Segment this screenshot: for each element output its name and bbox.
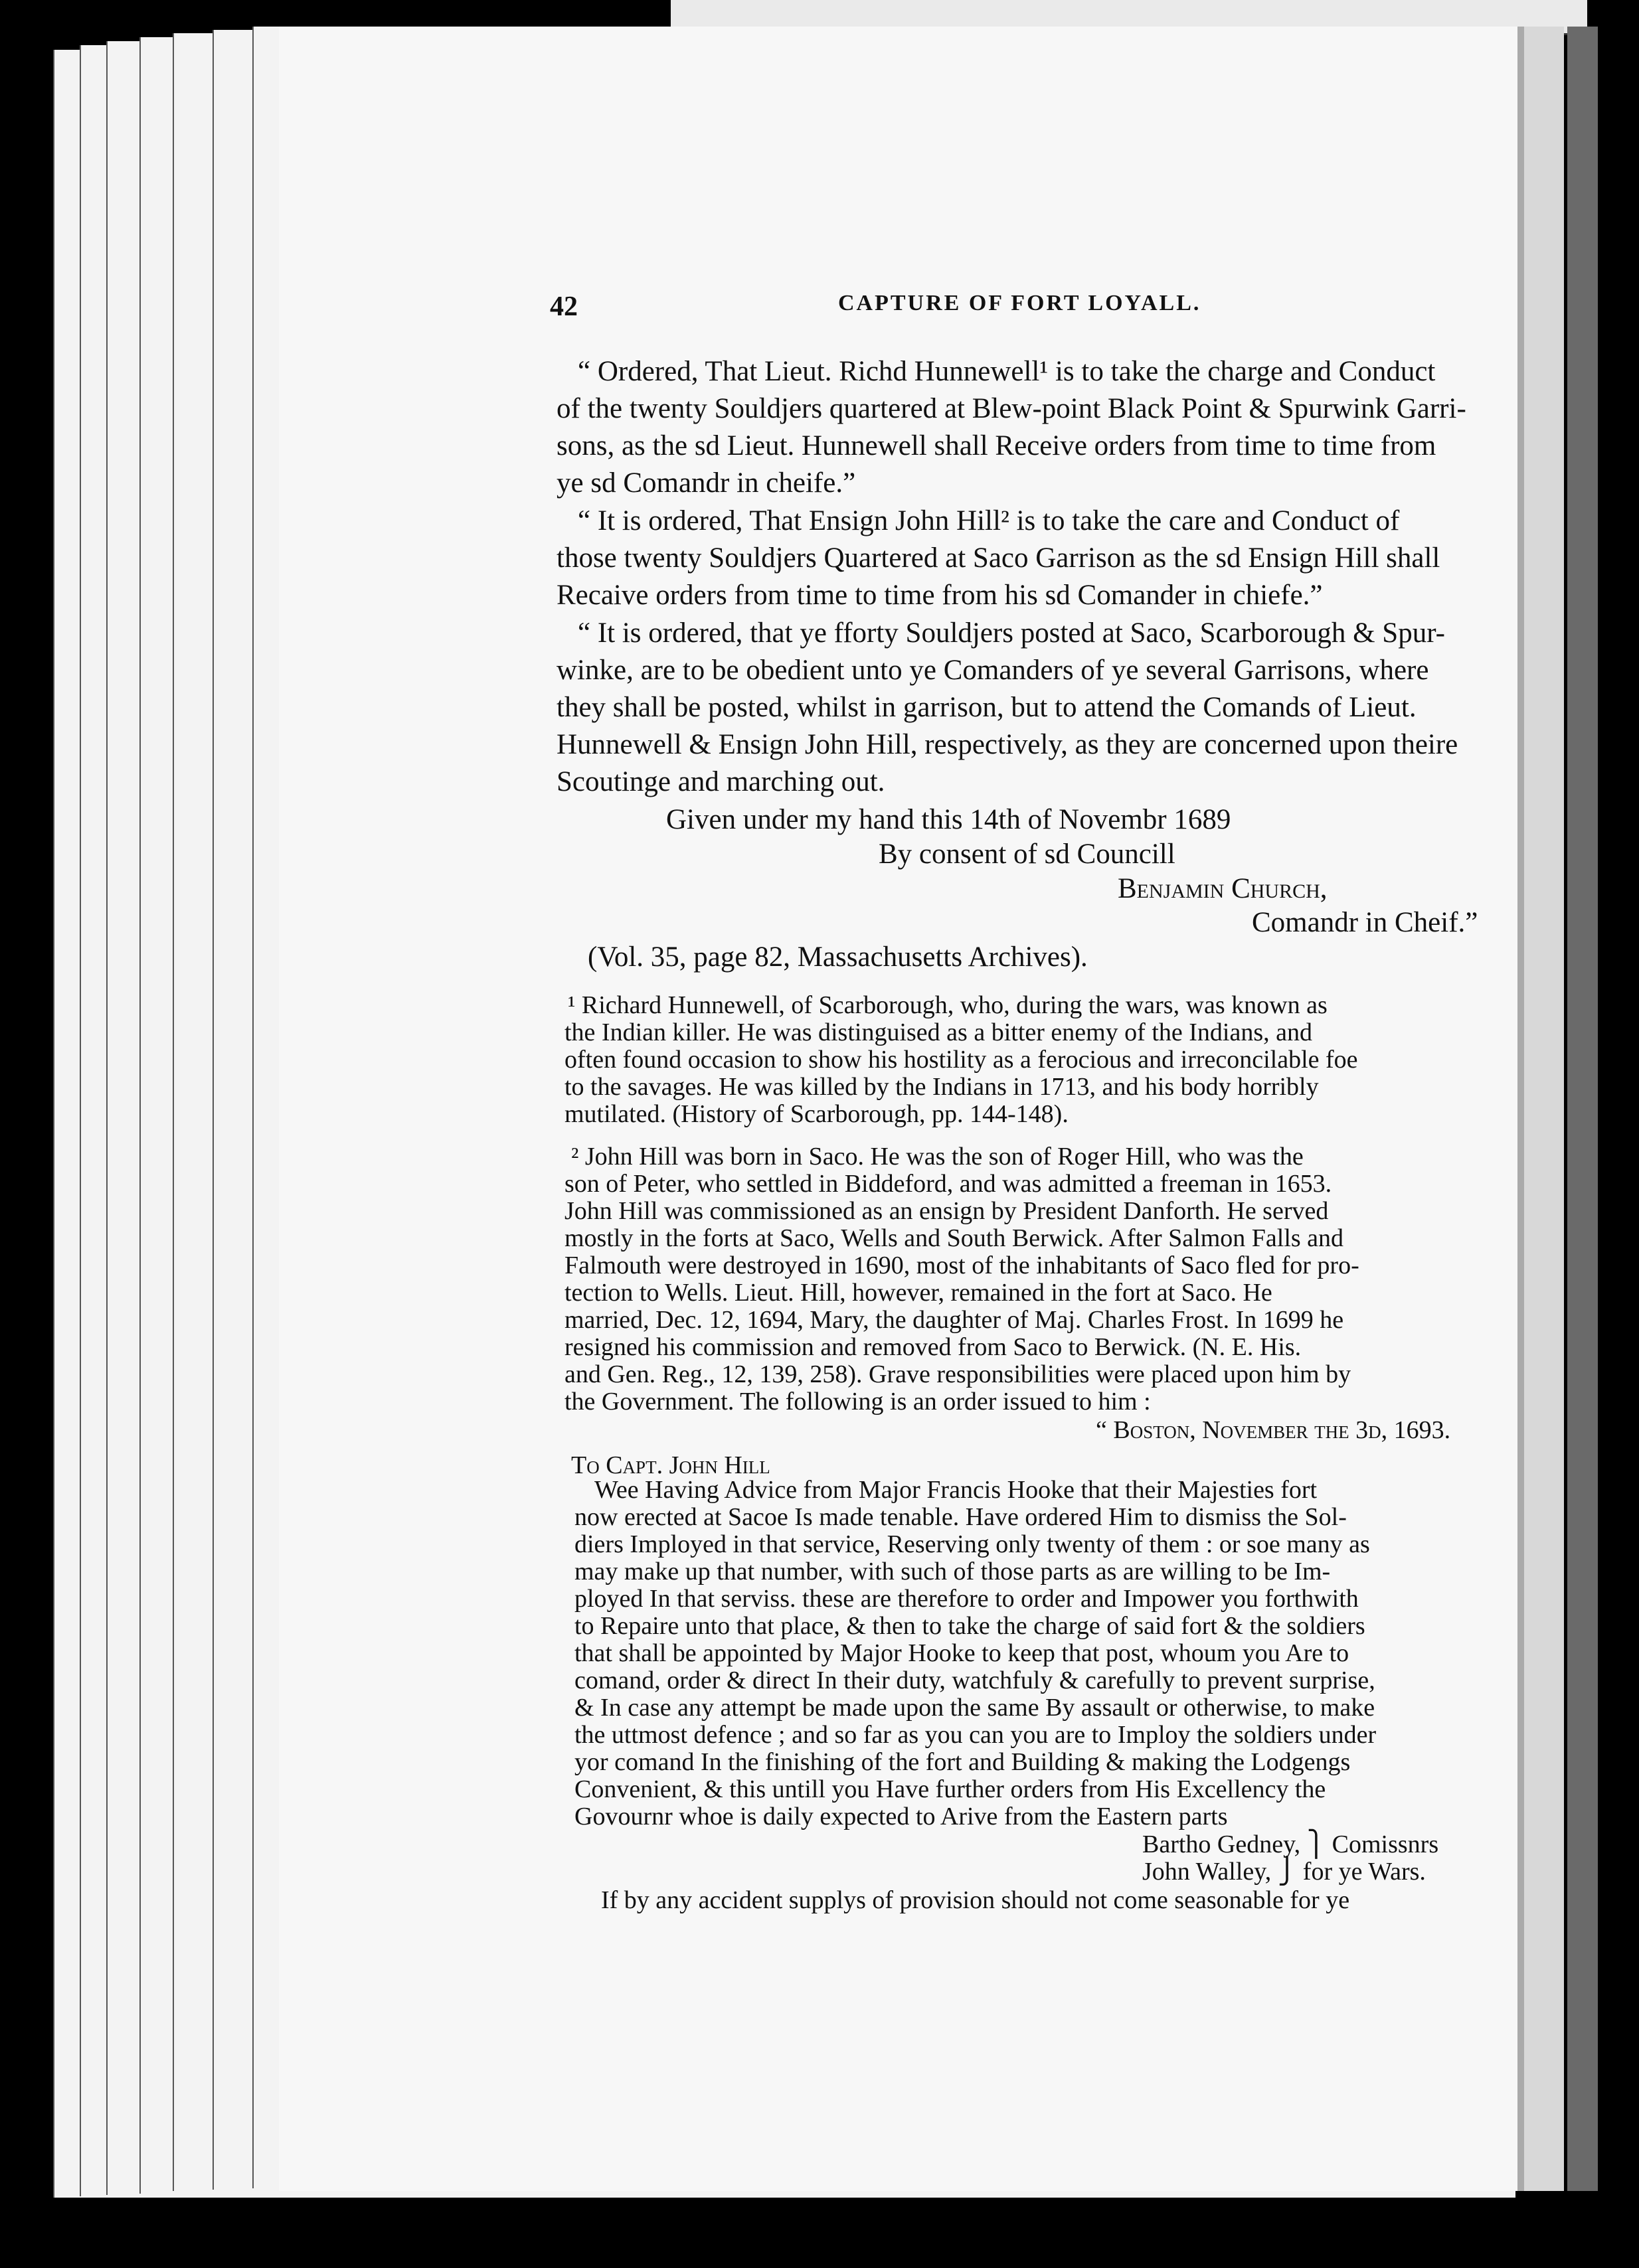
letter-line: Govournr whoe is daily expected to Arive from the Eastern parts — [574, 1803, 1228, 1830]
letter-salutation: To Capt. John Hill — [571, 1451, 770, 1479]
page-number: 42 — [550, 291, 578, 322]
letter-line: to Repaire unto that place, & then to take the charge of said fort & the soldiers — [574, 1612, 1365, 1640]
body-line: “ It is ordered, that ye fforty Souldjers posted at Saco, Scarborough & Spur- — [578, 617, 1445, 649]
footnote-line: tection to Wells. Lieut. Hill, however, remained in the fort at Saco. He — [564, 1279, 1272, 1307]
letter-line: Convenient, & this untill you Have further orders from His Excellency the — [574, 1775, 1326, 1803]
footnote-line: the Government. The following is an order issued to him : — [564, 1388, 1151, 1416]
letter-line: yor comand In the finishing of the fort and Building & making the Lodgengs — [574, 1748, 1351, 1776]
body-line: Scoutinge and marching out. — [557, 766, 885, 797]
footnote-line: often found occasion to show his hostility as a ferocious and irreconcilable foe — [564, 1046, 1358, 1074]
footnote-line: mutilated. (History of Scarborough, pp. 144-148). — [564, 1100, 1069, 1128]
citation: (Vol. 35, page 82, Massachusetts Archives). — [588, 941, 1088, 973]
letter-signature: John Walley, ⎭ for ye Wars. — [1142, 1858, 1426, 1886]
letter-line: If by any accident supplys of provision should not come seasonable for ye — [601, 1886, 1350, 1914]
letter-signature: Bartho Gedney, ⎫ Comissnrs — [1142, 1830, 1439, 1858]
letter-line: & In case any attempt be made upon the same By assault or otherwise, to make — [574, 1694, 1375, 1722]
body-line: sons, as the sd Lieut. Hunnewell shall Receive orders from time to time from — [557, 430, 1436, 461]
body-line: those twenty Souldjers Quartered at Saco Garrison as the sd Ensign Hill shall — [557, 542, 1440, 574]
footnote-line: married, Dec. 12, 1694, Mary, the daughter of Maj. Charles Frost. In 1699 he — [564, 1306, 1344, 1334]
body-line: of the twenty Souldjers quartered at Blew-point Black Point & Spurwink Garri- — [557, 393, 1466, 424]
footnote-line: the Indian killer. He was distinguised as a bitter enemy of the Indians, and — [564, 1018, 1312, 1046]
body-line: Hunnewell & Ensign John Hill, respectively, as they are concerned upon theire — [557, 729, 1458, 760]
letter-line: may make up that number, with such of those parts as are willing to be Im- — [574, 1558, 1331, 1585]
consent-line: By consent of sd Councill — [879, 839, 1175, 870]
body-line: “ It is ordered, That Ensign John Hill² is to take the care and Conduct of — [578, 505, 1400, 536]
body-line: “ Ordered, That Lieut. Richd Hunnewell¹ is to take the charge and Conduct — [578, 356, 1436, 387]
letter-line: comand, order & direct In their duty, watchfuly & carefully to prevent surprise, — [574, 1666, 1375, 1694]
signature-title: Comandr in Cheif.” — [1252, 907, 1478, 938]
footnote-line: son of Peter, who settled in Biddeford, and was admitted a freeman in 1653. — [564, 1170, 1332, 1198]
letter-dateline: “ Boston, November the 3d, 1693. — [1096, 1416, 1451, 1444]
body-line: they shall be posted, whilst in garrison, but to attend the Comands of Lieut. — [557, 692, 1417, 723]
footnote-line: Falmouth were destroyed in 1690, most of the inhabitants of Saco fled for pro- — [564, 1252, 1359, 1279]
letter-line: that shall be appointed by Major Hooke to keep that post, whoum you Are to — [574, 1639, 1349, 1667]
footnote-line: John Hill was commissioned as an ensign by President Danforth. He served — [564, 1197, 1329, 1225]
body-line: Recaive orders from time to time from his sd Comander in chiefe.” — [557, 580, 1323, 611]
signature-name: Benjamin Church, — [1118, 873, 1328, 904]
dateline: Given under my hand this 14th of Novembr 1689 — [666, 804, 1231, 835]
body-line: ye sd Comandr in cheife.” — [557, 467, 856, 499]
letter-line: Wee Having Advice from Major Francis Hooke that their Majesties fort — [594, 1476, 1318, 1504]
footnote-line: ¹ Richard Hunnewell, of Scarborough, who, during the wars, was known as — [568, 991, 1328, 1019]
letter-line: diers Imployed in that service, Reserving only twenty of them : or soe many as — [574, 1530, 1370, 1558]
footnote-line: resigned his commission and removed from Saco to Berwick. (N. E. His. — [564, 1333, 1302, 1361]
running-title: CAPTURE OF FORT LOYALL. — [838, 291, 1201, 315]
letter-line: ployed In that serviss. these are therefore to order and Impower you forthwith — [574, 1585, 1359, 1613]
page-gutter-shadow — [1567, 27, 1598, 2191]
letter-line: the uttmost defence ; and so far as you can you are to Imploy the soldiers under — [574, 1721, 1377, 1749]
body-line: winke, are to be obedient unto ye Comanders of ye several Garrisons, where — [557, 655, 1429, 686]
footnote-line: to the savages. He was killed by the Indians in 1713, and his body horribly — [564, 1073, 1319, 1101]
footnote-line: and Gen. Reg., 12, 139, 258). Grave responsibilities were placed upon him by — [564, 1360, 1351, 1388]
letter-line: now erected at Sacoe Is made tenable. Have ordered Him to dismiss the Sol- — [574, 1503, 1347, 1531]
footnote-line: ² John Hill was born in Saco. He was the son of Roger Hill, who was the — [571, 1143, 1304, 1171]
footnote-line: mostly in the forts at Saco, Wells and South Berwick. After Salmon Falls and — [564, 1224, 1344, 1252]
